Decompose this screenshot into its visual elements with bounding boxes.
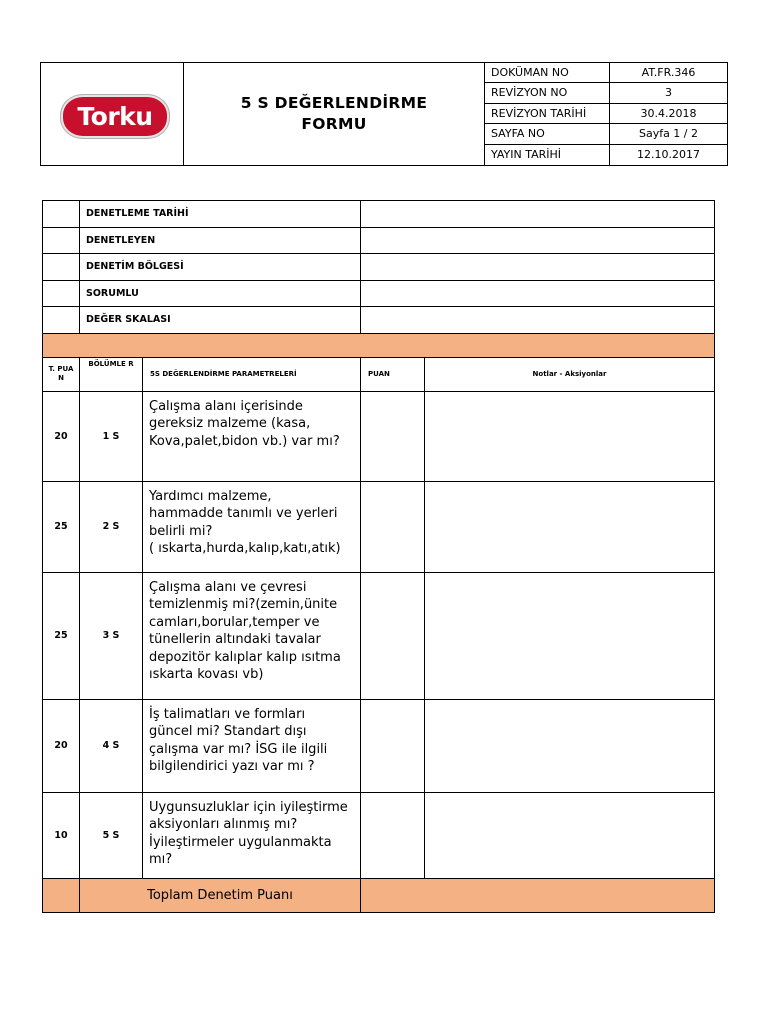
question-line: aksiyonları alınmış mı? [149,817,298,832]
meta-row [43,201,715,228]
doc-info-label: SAYFA NO [485,124,610,143]
meta-field-value[interactable] [361,307,715,334]
evaluation-table [42,200,715,913]
row-puan-input[interactable] [361,391,425,481]
meta-row [43,307,715,334]
row-question [143,699,361,792]
row-notes-input[interactable] [425,481,715,572]
question-line: Kova,palet,bidon vb.) var mı? [149,433,340,449]
meta-spacer-cell [43,280,80,307]
question-line: Yardımcı malzeme, [149,488,272,504]
col-head-parametreler: 5S DEĞERLENDİRME PARAMETRELERİ [143,357,361,391]
question-line: güncel mi? Standart dışı [149,724,307,739]
doc-info-value: Sayfa 1 / 2 [638,127,699,141]
orange-separator [43,333,715,357]
logo-cell [41,63,184,165]
evaluation-row [43,699,715,792]
row-t-puan: 20 [43,699,80,792]
question-line: belirli mi? [149,523,213,539]
row-t-puan: 20 [43,391,80,481]
form-title-line2: FORMU [301,115,367,133]
meta-field-label: DENETLEME TARİHİ [80,201,361,228]
question-line: gereksiz malzeme (kasa, [149,416,311,431]
meta-spacer-cell [43,254,80,281]
question-line: temizlenmiş mi?(zemin,ünite [149,597,338,612]
row-puan-input[interactable] [361,572,425,699]
meta-spacer-cell [43,307,80,334]
document-info-table [485,63,727,165]
row-notes-input[interactable] [425,792,715,878]
row-question [143,481,361,572]
evaluation-row [43,391,715,481]
meta-field-label: SORUMLU [80,280,361,307]
meta-field-label: DENETLEYEN [80,227,361,254]
document-header [40,62,728,166]
doc-info-label: DOKÜMAN NO [485,63,610,82]
row-t-puan: 25 [43,572,80,699]
doc-info-value: 3 [665,86,672,100]
doc-info-label: REVİZYON TARİHİ [485,104,610,123]
question-line: ıskarta kovası vb) [149,667,264,682]
row-bolum: 4 S [80,699,143,792]
doc-info-row [485,63,727,83]
meta-row [43,280,715,307]
row-notes-input[interactable] [425,572,715,699]
meta-field-value[interactable] [361,201,715,228]
row-puan-input[interactable] [361,792,425,878]
question-line: ( ıskarta,hurda,kalıp,katı,atık) [149,541,341,556]
doc-info-value: 30.4.2018 [640,106,697,120]
row-notes-input[interactable] [425,699,715,792]
meta-field-label: DENETİM BÖLGESİ [80,254,361,281]
row-puan-input[interactable] [361,699,425,792]
evaluation-row [43,481,715,572]
doc-info-label: REVİZYON NO [485,83,610,102]
separator-row [43,333,715,357]
torku-logo: Torku [61,95,169,138]
column-header-row [43,357,715,391]
form-title-line1: 5 S DEĞERLENDİRME [240,94,428,112]
row-t-puan: 25 [43,481,80,572]
col-head-notlar: Notlar - Aksiyonlar [425,357,715,391]
col-head-t-puan: T. PUA N [43,357,80,391]
meta-row [43,254,715,281]
question-line: çalışma var mı? İSG ile ilgili [149,741,328,757]
row-bolum: 1 S [80,391,143,481]
doc-info-row [485,104,727,124]
total-value[interactable] [361,878,715,912]
doc-info-label: YAYIN TARİHİ [485,145,610,165]
row-t-puan: 10 [43,792,80,878]
question-line: mı? [149,852,173,867]
meta-field-label: DEĞER SKALASI [80,307,361,334]
doc-info-row [485,145,727,165]
meta-row [43,227,715,254]
question-line: tünellerin altındaki tavalar [149,632,321,647]
row-question [143,792,361,878]
meta-field-value[interactable] [361,254,715,281]
evaluation-row [43,572,715,699]
row-question [143,572,361,699]
row-puan-input[interactable] [361,481,425,572]
row-bolum: 5 S [80,792,143,878]
doc-info-row [485,83,727,103]
form-title [184,63,485,165]
total-row [43,878,715,912]
question-line: Çalışma alanı ve çevresi [149,579,307,595]
row-bolum: 3 S [80,572,143,699]
question-line: Çalışma alanı içerisinde [149,398,303,414]
doc-info-value: AT.FR.346 [641,66,696,79]
question-line: bilgilendirici yazı var mı ? [149,759,315,774]
question-line: İş talimatları ve formları [149,706,306,722]
meta-spacer-cell [43,201,80,228]
doc-info-value: 12.10.2017 [637,147,700,161]
meta-field-value[interactable] [361,227,715,254]
question-line: depozitör kalıplar kalıp ısıtma [149,649,341,665]
question-line: camları,borular,temper ve [149,614,320,630]
col-head-puan: PUAN [361,357,425,391]
total-label: Toplam Denetim Puanı [80,878,361,912]
meta-field-value[interactable] [361,280,715,307]
evaluation-row [43,792,715,878]
question-line: hammadde tanımlı ve yerleri [149,506,338,521]
question-line: İyileştirmeler uygulanmakta [149,834,332,850]
total-spacer-cell [43,878,80,912]
col-head-bolumler: BÖLÜMLE R [80,357,143,391]
doc-info-row [485,124,727,144]
meta-spacer-cell [43,227,80,254]
question-line: Uygunsuzluklar için iyileştirme [149,799,348,815]
row-notes-input[interactable] [425,391,715,481]
row-question [143,391,361,481]
row-bolum: 2 S [80,481,143,572]
